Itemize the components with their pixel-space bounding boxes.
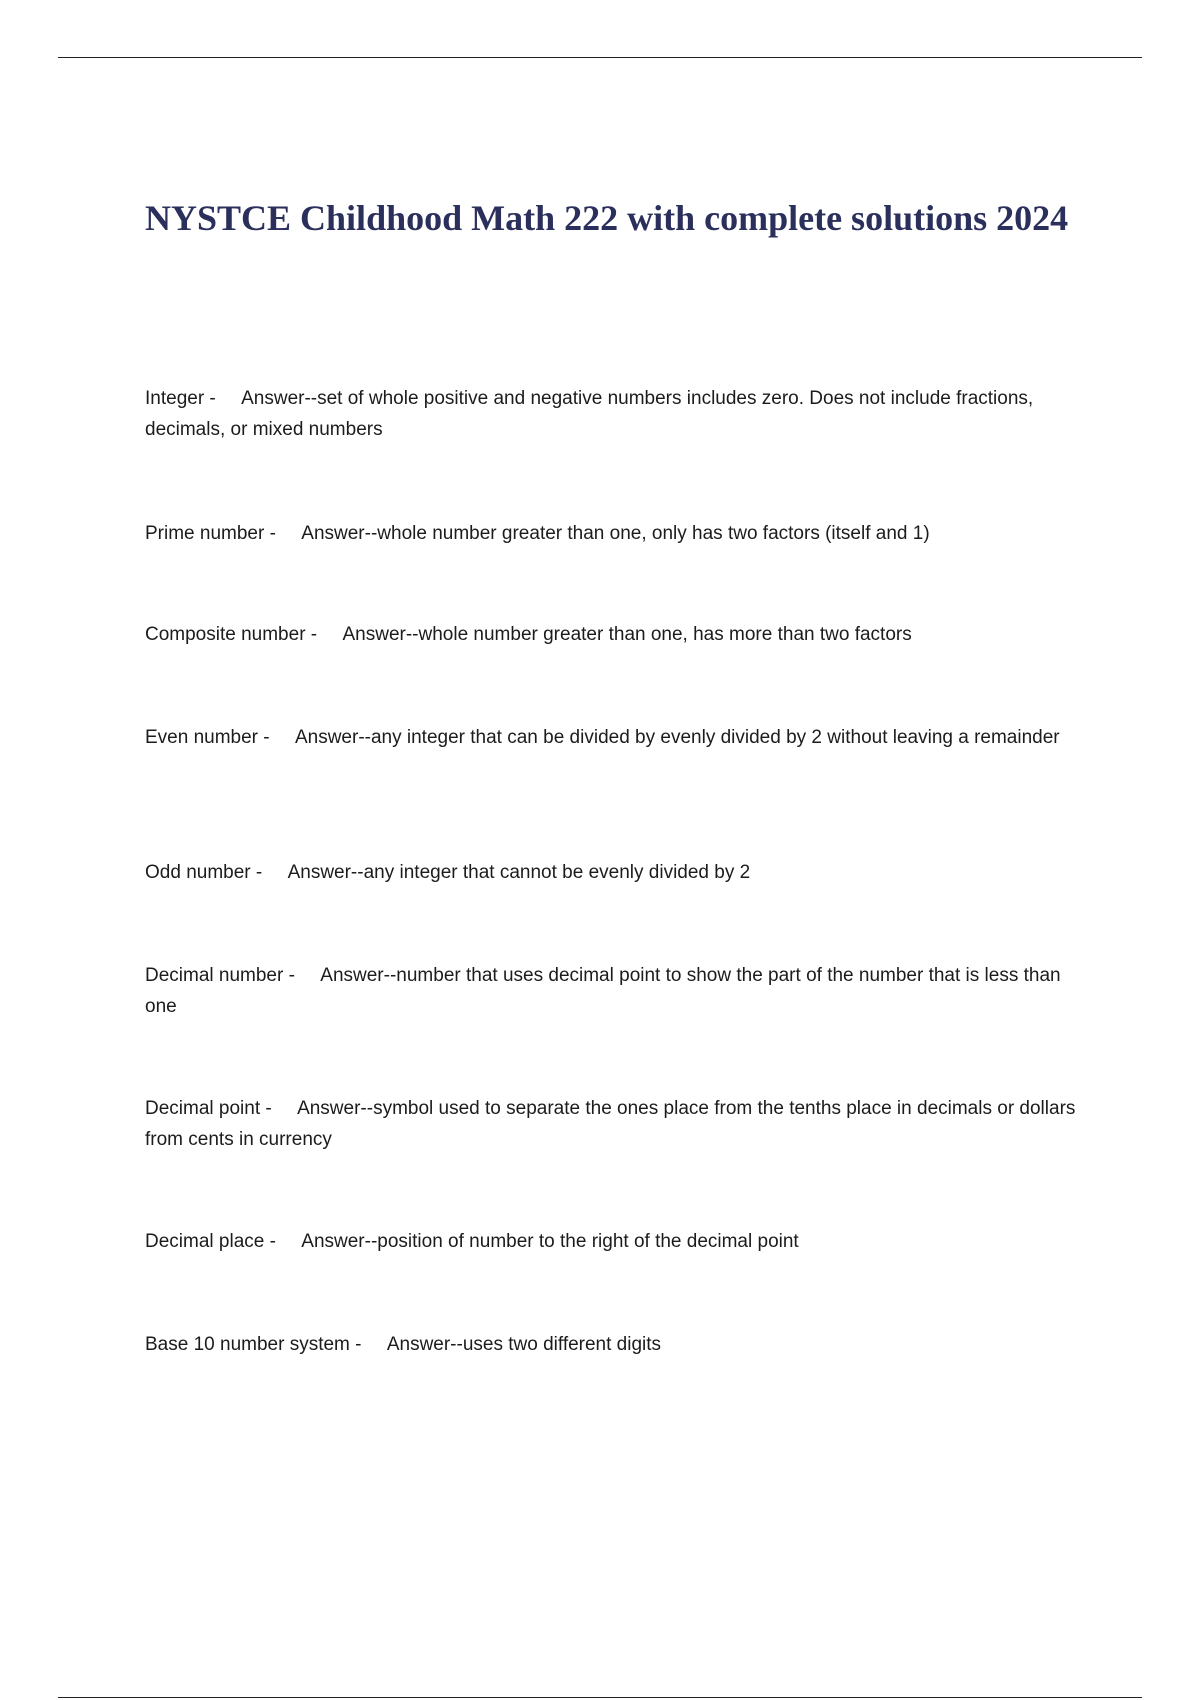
qa-term: Decimal number (145, 965, 284, 986)
qa-separator: - (349, 1334, 387, 1355)
qa-answer: Answer--set of whole positive and negative numbers includes zero. Does not include fractions, decimals, or mixed numbers (145, 388, 1034, 440)
qa-term: Composite number (145, 624, 306, 645)
qa-separator: - (260, 1098, 298, 1119)
qa-separator: - (305, 624, 343, 645)
qa-item-decimal-place (145, 1226, 1095, 1257)
qa-separator: - (204, 388, 242, 409)
qa-answer: Answer--position of number to the right of the decimal point (301, 1231, 799, 1252)
document-title: NYSTCE Childhood Math 222 with complete solutions 2024 (145, 198, 1069, 238)
qa-item-decimal-number (145, 960, 1095, 1022)
qa-item-decimal-point (145, 1093, 1095, 1155)
qa-answer: Answer--uses two different digits (386, 1334, 662, 1355)
qa-term: Even number (145, 727, 259, 748)
qa-term: Decimal place (145, 1231, 265, 1252)
qa-answer: Answer--whole number greater than one, has more than two factors (342, 624, 912, 645)
qa-item-even-number (145, 722, 1095, 753)
qa-term: Prime number (145, 523, 265, 544)
qa-item-odd-number (145, 857, 1095, 888)
qa-term: Decimal point (145, 1098, 261, 1119)
qa-separator: - (283, 965, 321, 986)
qa-term: Odd number (145, 862, 251, 883)
qa-separator: - (264, 1231, 302, 1252)
qa-answer: Answer--any integer that can be divided by evenly divided by 2 without leaving a remainder (294, 727, 1060, 748)
header-rule (58, 57, 1142, 58)
qa-answer: Answer--whole number greater than one, only has two factors (itself and 1) (301, 523, 930, 544)
qa-answer: Answer--symbol used to separate the ones place from the tenths place in decimals or dollars from cents in currency (145, 1098, 1076, 1150)
qa-separator: - (250, 862, 288, 883)
qa-term: Integer (145, 388, 205, 409)
qa-term: Base 10 number system (145, 1334, 350, 1355)
qa-item-base-10-number-system (145, 1329, 1095, 1360)
qa-item-composite-number (145, 619, 1095, 650)
qa-answer: Answer--number that uses decimal point to show the part of the number that is less than one (145, 965, 1061, 1017)
qa-answer: Answer--any integer that cannot be evenly divided by 2 (287, 862, 751, 883)
qa-item-integer (145, 383, 1095, 445)
qa-separator: - (258, 727, 295, 748)
qa-separator: - (264, 523, 302, 544)
qa-item-prime-number (145, 518, 1095, 549)
footer-rule (58, 1697, 1142, 1698)
